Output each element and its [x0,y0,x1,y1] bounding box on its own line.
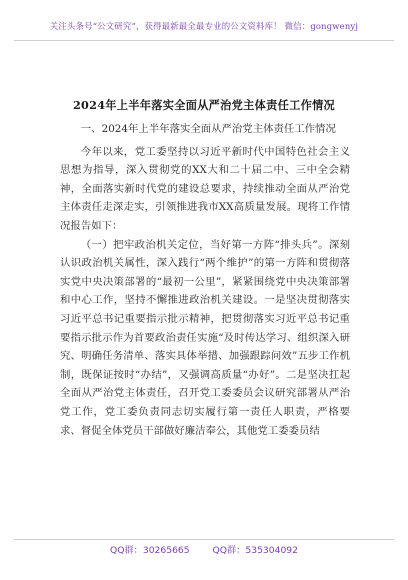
qq-number-1: 30265665 [142,545,190,556]
paragraph-intro: 今年以来，党工委坚持以习近平新时代中国特色社会主义思想为指导，深入贯彻党的XX大和二十届二中、三中全会精神，全面落实新时代党的建设总要求，持续推动全面从严治党主体责任走深走实，引领推进我市XX高质量发展。现将工作情况报告如下： [60,145,350,232]
qq-group-2 [213,545,298,556]
qq-group-1 [110,545,190,556]
document-body [60,120,350,440]
footer-contact [0,542,408,556]
qq-label-1: QQ群： [110,545,143,556]
paragraph-political-organ: （一）把牢政治机关定位，当好第一方阵“排头兵”。深刻认识政治机关属性，深入践行“两个维护”的第一方阵和贯彻落实党中央决策部署的“最初一公里”，紧紧围绕党中央决策部署和中心工作，坚持不懈推进政治机关建设。一是坚决贯彻落实习近平总书记重要指示批示精神，把贯彻落实习近平总书记重要指示批示作为首要政治责任实施“及时传达学习、组织深入研究、明确任务清单、落实具体举措、加强跟踪问效”五步工作机制，既保证按时“办结”，又强调高质量“办好”。二是坚决扛起全面从严治党主体责任，召开党工委委员会议研究部署从严治党工作，党工委负责同志切实履行第一责任人职责，严格要求、督促全体党员干部做好廉洁奉公，其他党工委委员结 [60,238,350,437]
header-divider [14,40,394,41]
footer-divider [14,539,394,540]
qq-label-2: QQ群： [212,545,246,556]
document-title: 2024年上半年落实全面从严治党主体责任工作情况 [72,98,336,112]
qq-number-2: 535304092 [245,545,298,556]
header-banner: 关注头条号“公文研究”，获得最新最全最专业的公文资料库！ 微信：gongwenyj [49,21,359,31]
section-heading: 一、2024年上半年落实全面从严治党主体责任工作情况 [80,123,336,135]
